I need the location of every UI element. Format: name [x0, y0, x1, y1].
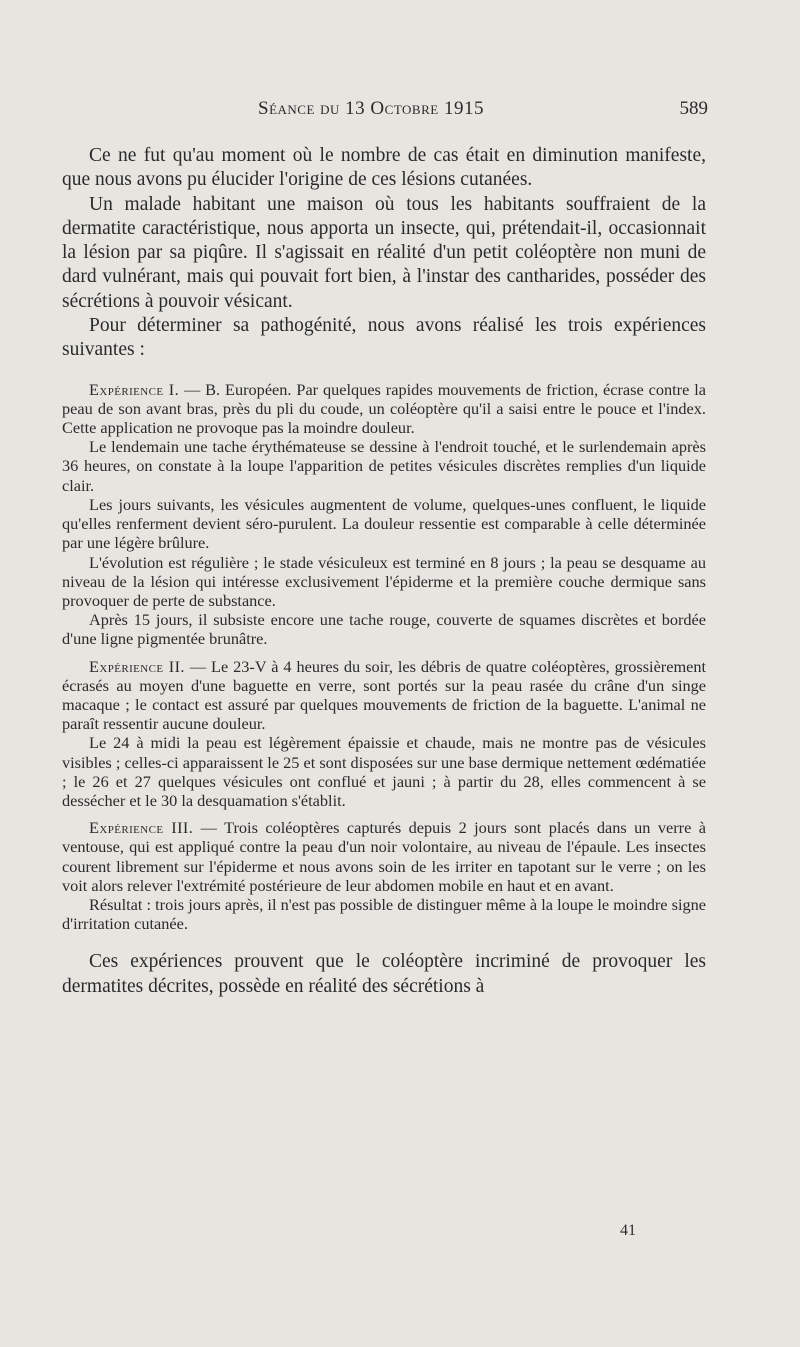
experiment-1-paragraph-2: Le lendemain une tache érythémateuse se dessine à l'endroit touché, et le surlendemain après 36 heures, on constate à la loupe l'apparition de petites vésicules discrètes remplies d'un liquide clair.: [62, 437, 706, 495]
experiment-1-paragraph-4: L'évolution est régulière ; le stade vésiculeux est terminé en 8 jours ; la peau se desquame au niveau de la lésion qui intéresse exclusivement l'épiderme et la première couche dermique sans provoquer de perte de substance.: [62, 552, 706, 610]
running-header: [62, 98, 708, 126]
experiment-1-intro-text: — B. Européen. Par quelques rapides mouvements de friction, écrase contre la peau de son avant bras, près du pli du coude, un coléoptère qu'il a saisi entre le pouce et l'index. Cette application ne provoque pas la moindre douleur.: [62, 379, 706, 438]
experiment-2-intro-text: — Le 23-V à 4 heures du soir, les débris de quatre coléoptères, grossièrement écrasés au moyen d'une baguette en verre, sont portés sur la peau rasée du crâne d'un singe macaque ; le contact est assuré par quelques mouvements de friction de la baguette. L'animal ne paraît ressentir aucune douleur.: [62, 656, 707, 734]
paragraph-1: Ce ne fut qu'au moment où le nombre de cas était en diminution manifeste, que nous avons pu élucider l'origine de ces lésions cutanées.: [62, 145, 706, 191]
experiment-3-label: Expérience III.: [89, 818, 194, 838]
experiment-1-paragraph-5: Après 15 jours, il subsiste encore une tache rouge, couverte de squames discrètes et bordée d'une ligne pigmentée brunâtre.: [62, 610, 706, 649]
page-number: 589: [679, 98, 708, 119]
experiment-2-label: Expérience II.: [89, 656, 185, 676]
experiment-3-intro: [62, 818, 706, 895]
experiment-1-intro: [62, 380, 706, 438]
experiment-2-intro: [62, 657, 706, 734]
paragraph-2: Un malade habitant une maison où tous les habitants souffraient de la dermatite caractéristique, nous apporta un insecte, qui, prétendait-il, occasionnait la lésion par sa piqûre. Il s'agissait en réalité d'un petit coléoptère non muni de dard vulnérant, mais qui pouvait fort bien, à l'instar des cantharides, posséder des sécrétions à pouvoir vésicant.: [62, 193, 706, 312]
paragraph-3: Pour déterminer sa pathogénité, nous avons réalisé les trois expériences suivantes :: [62, 315, 706, 361]
running-title: Séance du 13 Octobre 1915: [258, 98, 484, 119]
signature-mark: 41: [620, 1222, 636, 1239]
experiment-3-intro-text: — Trois coléoptères capturés depuis 2 jours sont placés dans un verre à ventouse, qui est appliqué contre la peau d'un noir volontaire, au niveau de l'épaule. Les insectes courent librement sur l'épiderme et nous avons soin de les irriter en tapotant sur le verre ; on les voit alors relever l'extrémité postérieure de leur abdomen mobile en haut et en avant.: [62, 818, 706, 895]
page-body: [62, 144, 706, 999]
experiment-1-paragraph-3: Les jours suivants, les vésicules augmentent de volume, quelques-unes confluent, le liquide qu'elles renferment devient séro-purulent. La douleur ressentie est comparable à celle déterminée par une légère brûlure.: [62, 494, 706, 553]
experiment-1-label: Expérience I.: [89, 379, 180, 399]
conclusion-paragraph: Ces expériences prouvent que le coléoptère incriminé de provoquer les dermatites décrites, possède en réalité des sécrétions à: [62, 951, 706, 997]
experiment-3-paragraph-2: Résultat : trois jours après, il n'est pas possible de distinguer même à la loupe le moindre signe d'irritation cutanée.: [62, 894, 706, 934]
experiment-2-paragraph-2: Le 24 à midi la peau est légèrement épaissie et chaude, mais ne montre pas de vésicules visibles ; celles-ci apparaissent le 25 et sont disposées sur une base dermique nettement œdématiée ; le 26 et 27 quelques vésicules ont conflué et jauni ; à partir du 28, elles commencent à se dessécher et le 30 la desquamation s'établit.: [62, 733, 706, 810]
